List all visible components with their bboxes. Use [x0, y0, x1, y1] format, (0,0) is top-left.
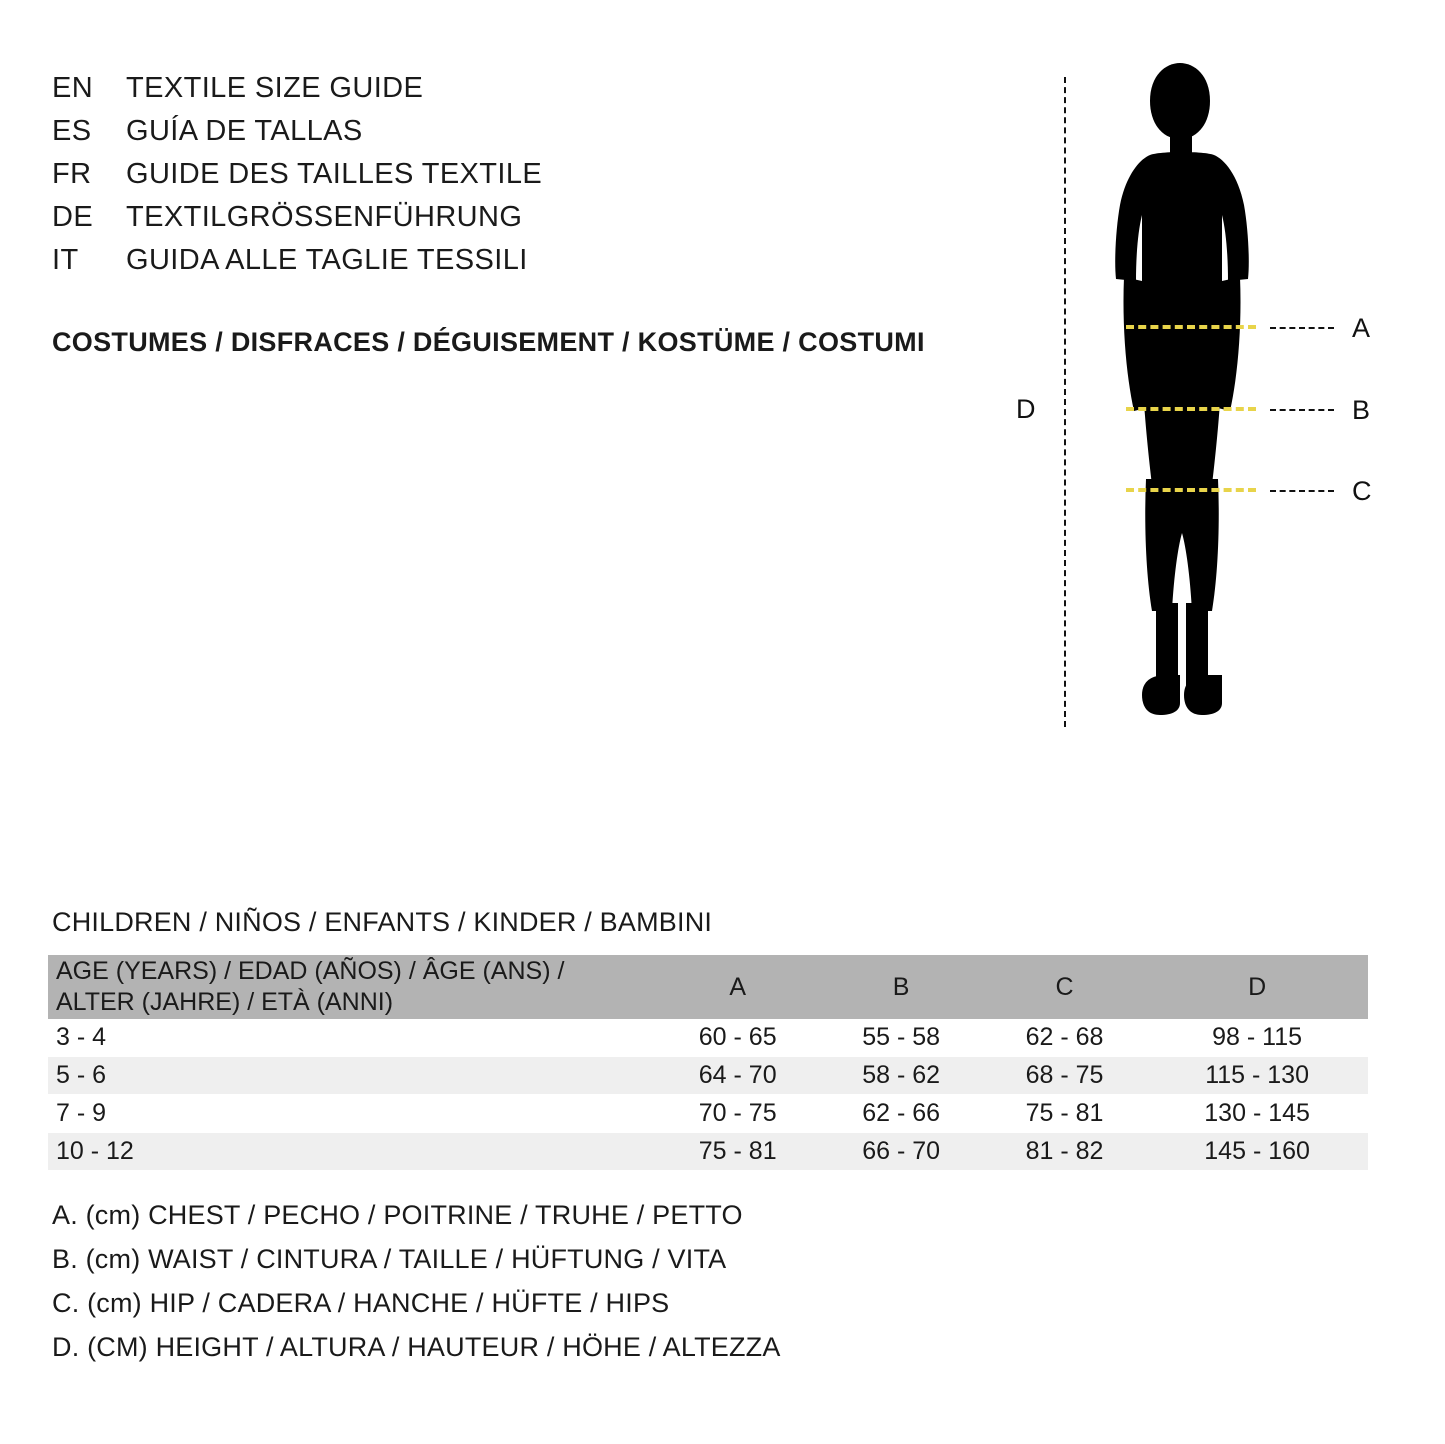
waist-leader-line [1270, 409, 1334, 411]
column-header-age-line1: AGE (YEARS) / EDAD (AÑOS) / ÂGE (ANS) / [56, 956, 565, 985]
cell-age: 10 - 12 [48, 1133, 656, 1171]
column-header-a: A [656, 955, 819, 1019]
category-line: COSTUMES / DISFRACES / DÉGUISEMENT / KOSTÜME / COSTUMI [52, 327, 925, 357]
label-a: A [1352, 313, 1371, 343]
language-code: FR [52, 158, 92, 190]
language-title: GUIDA ALLE TAGLIE TESSILI [126, 244, 528, 276]
column-header-age [48, 955, 656, 1019]
cell-c: 75 - 81 [983, 1095, 1146, 1133]
cell-age: 5 - 6 [48, 1057, 656, 1095]
cell-d: 130 - 145 [1146, 1095, 1368, 1133]
language-code: EN [52, 72, 94, 104]
measurement-diagram [980, 55, 1400, 735]
waist-measure-line [1126, 407, 1256, 411]
language-row [52, 201, 952, 244]
cell-b: 58 - 62 [819, 1057, 982, 1095]
table-row [48, 1019, 1368, 1057]
cell-a: 70 - 75 [656, 1095, 819, 1133]
chest-measure-line [1126, 325, 1256, 329]
legend-row-a: A. (cm) CHEST / PECHO / POITRINE / TRUHE / PETTO [52, 1200, 743, 1230]
column-header-c: C [983, 955, 1146, 1019]
cell-d: 98 - 115 [1146, 1019, 1368, 1057]
cell-b: 66 - 70 [819, 1133, 982, 1171]
table-row [48, 1133, 1368, 1171]
cell-c: 81 - 82 [983, 1133, 1146, 1171]
cell-b: 55 - 58 [819, 1019, 982, 1057]
cell-a: 64 - 70 [656, 1057, 819, 1095]
language-row [52, 244, 952, 287]
legend-row-b: B. (cm) WAIST / CINTURA / TAILLE / HÜFTUNG / VITA [52, 1244, 727, 1274]
language-code: ES [52, 115, 92, 147]
column-header-d: D [1146, 955, 1368, 1019]
table-row [48, 1057, 1368, 1095]
children-section-title: CHILDREN / NIÑOS / ENFANTS / KINDER / BAMBINI [52, 907, 713, 937]
height-axis-line [1064, 77, 1066, 727]
cell-age: 7 - 9 [48, 1095, 656, 1133]
chest-leader-line [1270, 327, 1334, 329]
cell-c: 68 - 75 [983, 1057, 1146, 1095]
cell-c: 62 - 68 [983, 1019, 1146, 1057]
legend-block [52, 1200, 1052, 1376]
column-header-b: B [819, 955, 982, 1019]
cell-d: 115 - 130 [1146, 1057, 1368, 1095]
legend-row-c: C. (cm) HIP / CADERA / HANCHE / HÜFTE / HIPS [52, 1288, 670, 1318]
language-title: GUÍA DE TALLAS [126, 115, 363, 147]
language-title-block [52, 72, 952, 287]
language-title: TEXTILE SIZE GUIDE [126, 72, 424, 104]
hip-measure-line [1126, 488, 1256, 492]
language-row [52, 72, 952, 115]
label-d: D [1016, 394, 1036, 424]
label-c: C [1352, 476, 1372, 506]
hip-leader-line [1270, 490, 1334, 492]
cell-b: 62 - 66 [819, 1095, 982, 1133]
language-title: GUIDE DES TAILLES TEXTILE [126, 158, 543, 190]
child-silhouette-icon [1080, 55, 1280, 735]
table-header-row [48, 955, 1368, 1019]
column-header-age-line2: ALTER (JAHRE) / ETÀ (ANNI) [56, 988, 394, 1016]
language-code: DE [52, 201, 94, 233]
cell-a: 60 - 65 [656, 1019, 819, 1057]
table-row [48, 1095, 1368, 1133]
cell-d: 145 - 160 [1146, 1133, 1368, 1171]
legend-row-d: D. (CM) HEIGHT / ALTURA / HAUTEUR / HÖHE / ALTEZZA [52, 1332, 781, 1362]
language-row [52, 158, 952, 201]
size-table [48, 955, 1368, 1171]
language-title: TEXTILGRÖSSENFÜHRUNG [126, 201, 523, 233]
cell-age: 3 - 4 [48, 1019, 656, 1057]
cell-a: 75 - 81 [656, 1133, 819, 1171]
language-row [52, 115, 952, 158]
label-b: B [1352, 395, 1371, 425]
language-code: IT [52, 244, 79, 276]
